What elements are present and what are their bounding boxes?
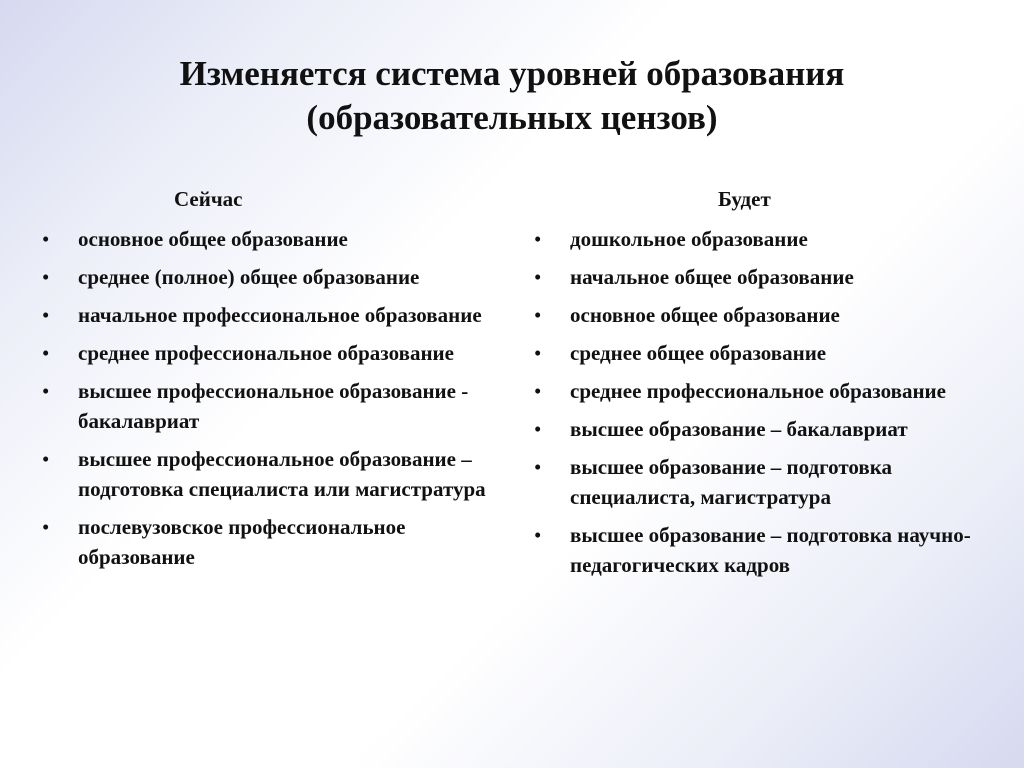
list-item-text: высшее образование – подготовка специалиста, магистратура [570,455,893,509]
title-line-1: Изменяется система уровней образования [179,54,845,93]
list-item [528,338,998,368]
list-item [528,376,998,406]
list-item [36,300,506,330]
list-item [36,224,506,254]
list-item-text: среднее профессиональное образование [78,341,454,365]
bullet-icon: • [534,303,542,327]
bullet-icon: • [534,227,542,251]
bullet-icon: • [534,523,542,547]
bullet-icon: • [534,417,542,441]
list-item [36,444,506,504]
bullet-icon: • [534,455,542,479]
list-item [528,414,998,444]
list-item-text: высшее профессиональное образование – подготовка специалиста или магистратура [78,447,486,501]
list-item-text: начальное общее образование [570,265,854,289]
list-item-text: среднее (полное) общее образование [78,265,420,289]
bullet-icon: • [534,341,542,365]
column-heading-now: Сейчас [174,187,243,211]
list-item-text: высшее образование – подготовка научно-педагогических кадров [570,523,971,577]
bullet-icon: • [534,265,542,289]
column-future [528,186,998,588]
list-item [36,376,506,436]
list-item-text: высшее профессиональное образование - бакалавриат [78,379,469,433]
list-item-text: дошкольное образование [570,227,808,251]
list-item-text: послевузовское профессиональное образование [78,515,406,569]
list-item [36,262,506,292]
bullet-icon: • [42,303,50,327]
list-item-text: основное общее образование [570,303,840,327]
title-line-2: (образовательных цензов) [306,98,718,137]
list-future [528,224,998,580]
list-item [36,512,506,572]
list-item [528,262,998,292]
bullet-icon: • [42,227,50,251]
list-item-text: среднее общее образование [570,341,827,365]
list-item-text: начальное профессиональное образование [78,303,482,327]
bullet-icon: • [42,265,50,289]
column-now [36,186,506,580]
bullet-icon: • [42,341,50,365]
column-heading-future: Будет [718,187,771,211]
list-item [528,520,998,580]
list-item [528,452,998,512]
list-item-text: среднее профессиональное образование [570,379,946,403]
list-item [36,338,506,368]
bullet-icon: • [42,515,50,539]
list-item-text: высшее образование – бакалавриат [570,417,908,441]
bullet-icon: • [42,379,50,403]
list-item [528,224,998,254]
slide-title [0,52,1024,140]
list-item-text: основное общее образование [78,227,348,251]
bullet-icon: • [534,379,542,403]
list-item [528,300,998,330]
list-now [36,224,506,572]
bullet-icon: • [42,447,50,471]
